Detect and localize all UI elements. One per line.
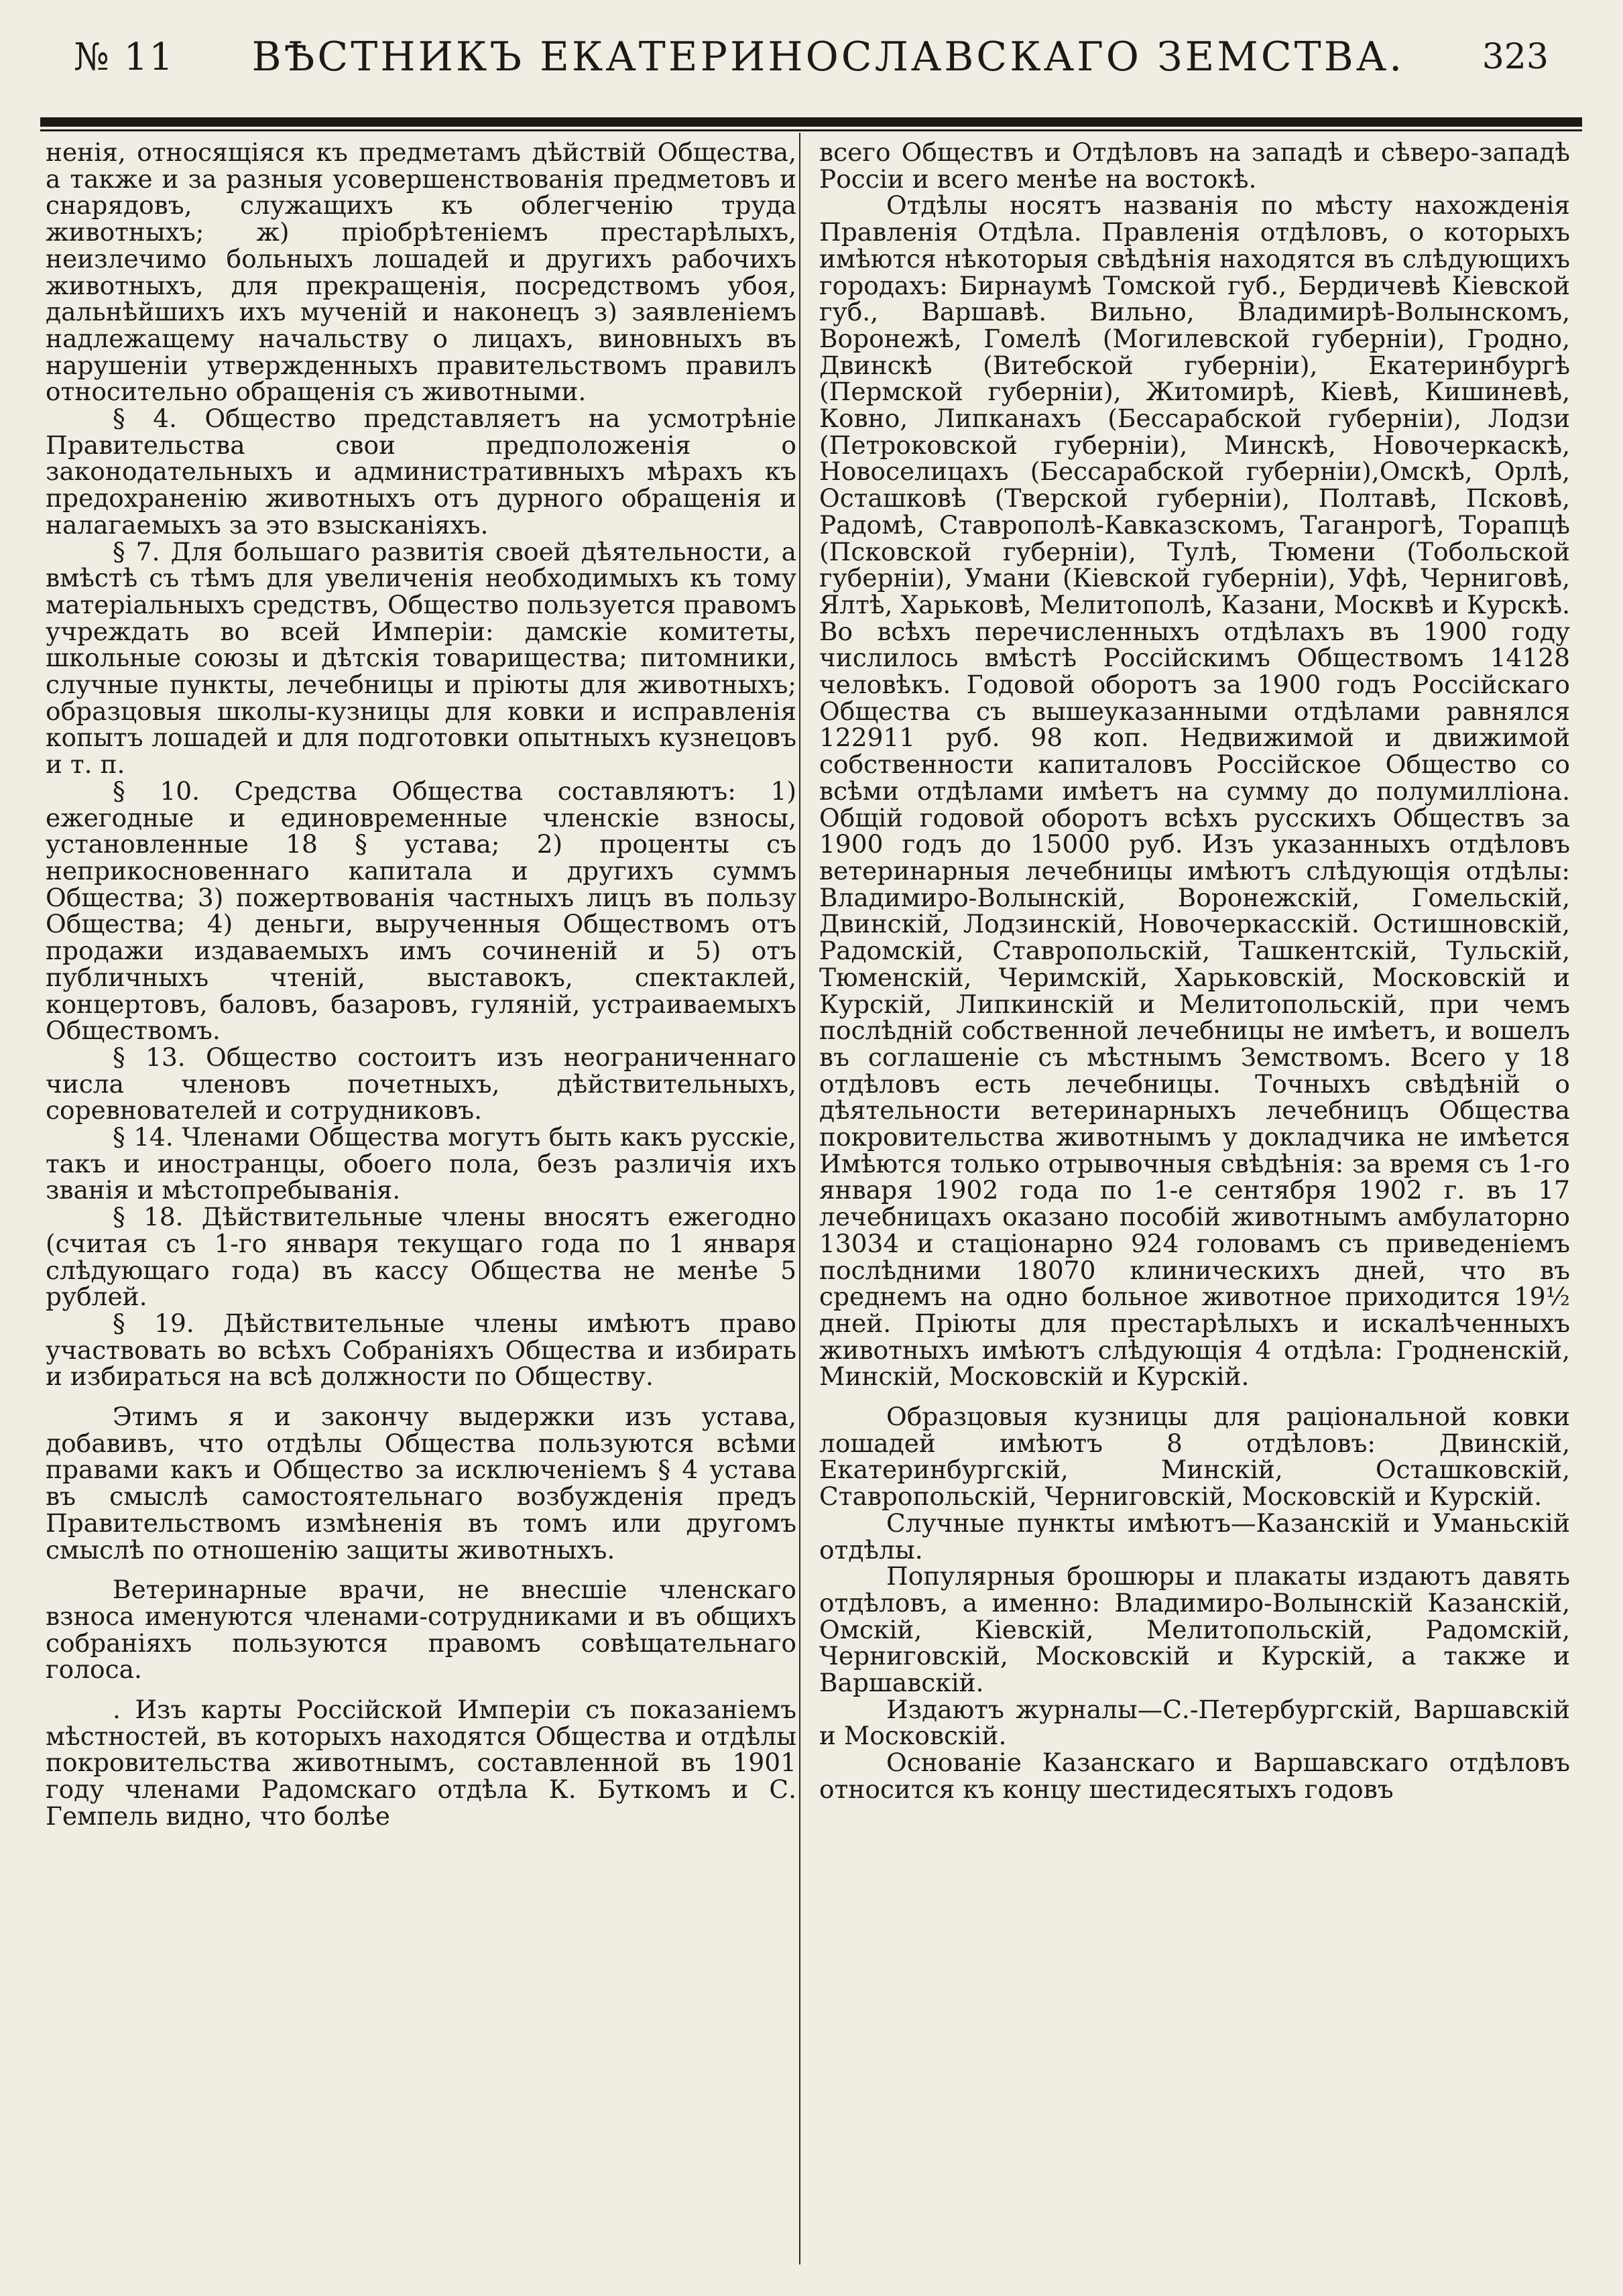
paragraph: § 4. Общество представляетъ на усмотрѣніе Правительства свои предположенія о законодательныхъ и административныхъ мѣрахъ къ предохраненію животныхъ отъ дурного обращенія и налагаемыхъ за это взысканіяхъ. (46, 404, 796, 540)
paragraph: всего Обществъ и Отдѣловъ на западѣ и сѣверо-западѣ Россіи и всего менѣе на востокѣ. (819, 137, 1570, 194)
paragraph: § 13. Общество состоитъ изъ неограниченнаго числа членовъ почетныхъ, дѣйствительныхъ, соревнователей и сотрудниковъ. (46, 1042, 796, 1126)
paragraph: Образцовыя кузницы для раціональной ковки лошадей имѣютъ 8 отдѣловъ: Двинскій, Екатеринбургскій, Минскій, Осташковскій, Ставропольскій, Черниговскій, Московскій и Курскій. (819, 1402, 1570, 1512)
paragraph: Отдѣлы носятъ названія по мѣсту нахожденія Правленія Отдѣла. Правленія отдѣловъ, о которыхъ имѣются нѣкоторыя свѣдѣнія находятся въ слѣдующихъ городахъ: Бирнаумѣ Томской губ., Бердичевѣ Кіевской губ., Варшавѣ. Вильно, Владимирѣ-Волынскомъ, Воронежѣ, Гомелѣ (Могилевской губерніи), Гродно, Двинскѣ (Витебской губерніи), Екатеринбургѣ (Пермской губерніи), Житомирѣ, Кіевѣ, Кишиневѣ, Ковно, Липканахъ (Бессарабской губерніи), Лодзи (Петроковской губерніи), Минскѣ, Новочеркаскѣ, Новоселицахъ (Бессарабской губерніи),Омскѣ, Орлѣ, Осташковѣ (Тверской губерніи), Полтавѣ, Псковѣ, Радомѣ, Ставрополѣ-Кавказскомъ, Таганрогѣ, Торапцѣ (Псковской губерніи), Тулѣ, Тюмени (Тобольской губерніи), Умани (Кіевской губерніи), Уфѣ, Черниговѣ, Ялтѣ, Харьковѣ, Мелитополѣ, Казани, Москвѣ и Курскѣ. Во всѣхъ перечисленныхъ отдѣлахъ въ 1900 году числилось вмѣстѣ Россійскимъ Обществомъ 14128 человѣкъ. Годовой оборотъ за 1900 годъ Россійскаго Общества съ вышеуказанными отдѣлами равнялся 122911 руб. 98 коп. Недвижимой и движимой собственности капиталовъ Россійское Общество со всѣми отдѣлами имѣетъ на сумму до полумилліона. Общій годовой оборотъ всѣхъ русскихъ Обществъ за 1900 годъ до 15000 руб. Изъ указанныхъ отдѣловъ ветеринарныя лечебницы имѣютъ слѣдующія отдѣлы: Владимиро-Волынскій, Воронежскій, Гомельскій, Двинскій, Лодзинскій, Новочеркасскій. Остишновскій, Радомскій, Ставропольскій, Ташкентскій, Тульскій, Тюменскій, Черимскій, Харьковскій, Московскій и Курскій, Липкинскій и Мелитопольскій, при чемъ послѣдній собственной лечебницы не имѣетъ, и вошелъ въ соглашеніе съ мѣстнымъ Земствомъ. Всего у 18 отдѣловъ есть лечебницы. Точныхъ свѣдѣній о дѣятельности ветеринарныхъ лечебницъ Общества покровительства животнымъ у докладчика не имѣется Имѣются только отрывочныя свѣдѣнія: за время съ 1-го января 1902 года по 1-е сентября 1902 г. въ 17 лечебницахъ оказано пособій животнымъ амбулаторно 13034 и стаціонарно 924 головамъ съ приведеніемъ послѣдними 18070 клиническихъ дней, что въ среднемъ на одно больное животное приходится 19½ дней. Пріюты для престарѣлыхъ и искалѣченныхъ животныхъ имѣютъ слѣдующія 4 отдѣла: Гродненскій, Минскій, Московскій и Курскій. (819, 190, 1570, 1392)
paragraph: § 10. Средства Общества составляютъ: 1) ежегодные и единовременные членскіе взносы, установленные 18 § устава; 2) проценты съ неприкосновеннаго капитала и другихъ суммъ Общества; 3) пожертвованія частныхъ лицъ въ пользу Общества; 4) деньги, вырученныя Обществомъ отъ продажи издаваемыхъ имъ сочиненій и 5) отъ публичныхъ чтеній, выставокъ, спектаклей, концертовъ, баловъ, базаровъ, гуляній, устраиваемыхъ Обществомъ. (46, 776, 796, 1046)
paragraph: Этимъ я и закончу выдержки изъ устава, добавивъ, что отдѣлы Общества пользуются всѣми правами какъ и Общество за исключеніемъ § 4 устава въ смыслѣ самостоятельнаго возбужденія предъ Правительствомъ измѣненія въ томъ или другомъ смыслѣ по отношенію защиты животныхъ. (46, 1402, 796, 1565)
header-rule-thin (40, 129, 1582, 131)
paragraph: § 19. Дѣйствительные члены имѣютъ право участвовать во всѣхъ Собраніяхъ Общества и избирать и избираться на всѣ должности по Обществу. (46, 1308, 796, 1392)
paragraph: Ветеринарные врачи, не внесшіе членскаго взноса именуются членами-сотрудниками и въ общихъ собраніяхъ пользуются правомъ совѣщательнаго голоса. (46, 1575, 796, 1685)
page-number: 323 (1482, 37, 1549, 77)
paragraph: § 18. Дѣйствительные члены вносятъ ежегодно (считая съ 1-го января текущаго года по 1 января слѣдующаго года) въ кассу Общества не менѣе 5 рублей. (46, 1202, 796, 1312)
right-column (819, 139, 1570, 1803)
header-rule-thick (40, 117, 1582, 127)
paragraph: нeнія, относящіяся къ предметамъ дѣйствій Общества, а также и за разныя усовершенствованія предметовъ и снарядовъ, служащихъ къ облегченію труда животныхъ; ж) пріобрѣтеніемъ престарѣлыхъ, неизлечимо больныхъ лошадей и другихъ рабочихъ животныхъ, для прекращенія, посредствомъ убоя, дальнѣйшихъ ихъ мученій и наконецъ з) заявленіемъ надлежащему начальству о лицахъ, виновныхъ въ нарушеніи утвержденныхъ правительствомъ правилъ относительно обращенія съ животными. (46, 137, 796, 407)
issue-number: № 11 (74, 35, 175, 79)
journal-title: ВѢСТНИКЪ ЕКАТЕРИНОСЛАВСКАГО ЗЕМСТВА. (251, 34, 1405, 80)
paragraph: Популярныя брошюры и плакаты издаютъ давять отдѣловъ, а именно: Владимиро-Волынскій Казанскій, Омскій, Кіевскій, Мелитопольскій, Радомскій, Черниговскій, Московскій и Курскій, а также и Варшавскій. (819, 1561, 1570, 1698)
left-column (46, 139, 796, 1830)
paragraph: Издаютъ журналы—С.-Петербургскій, Варшавскій и Московскій. (819, 1694, 1570, 1751)
paragraph: § 7. Для большаго развитія своей дѣятельности, а вмѣстѣ съ тѣмъ для увеличенія необходимыхъ къ тому матеріальныхъ средствъ, Общество пользуется правомъ учреждать во всей Имперіи: дамскіе комитеты, школьные союзы и дѣтскія товарищества; питомники, случные пункты, лечебницы и пріюты для животныхъ; образцовыя школы-кузницы для ковки и исправленія копытъ лошадей и для подготовки опытныхъ кузнецовъ и т. п. (46, 536, 796, 780)
page-header (74, 27, 1549, 87)
paragraph: § 14. Членами Общества могутъ быть какъ русскіе, такъ и иностранцы, обоего пола, безъ различія ихъ званія и мѣстопребыванія. (46, 1122, 796, 1205)
paragraph: Основаніе Казанскаго и Варшавскаго отдѣловъ относится къ концу шестидесятыхъ годовъ (819, 1748, 1570, 1804)
paragraph: . Изъ карты Россійской Имперіи съ показаніемъ мѣстностей, въ которыхъ находятся Общества и отдѣлы покровительства животнымъ, составленной въ 1901 году членами Радомскаго отдѣла К. Буткомъ и С. Гемпель видно, что болѣе (46, 1695, 796, 1831)
paragraph: Случные пункты имѣютъ—Казанскій и Уманьскій отдѣлы. (819, 1508, 1570, 1565)
column-divider (799, 133, 800, 2264)
